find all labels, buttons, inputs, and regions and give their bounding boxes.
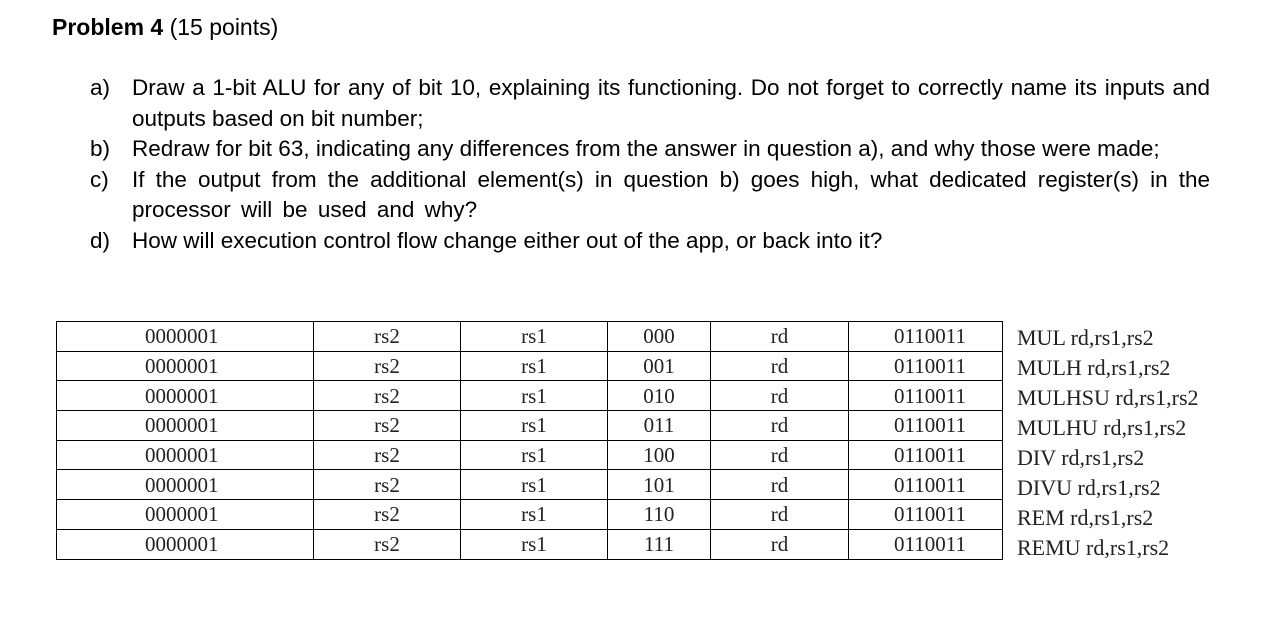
rs1-cell: rs1 xyxy=(461,351,608,381)
funct3-cell: 000 xyxy=(608,322,711,352)
rs2-cell: rs2 xyxy=(314,381,461,411)
rd-cell: rd xyxy=(711,529,849,559)
rs2-cell: rs2 xyxy=(314,529,461,559)
funct3-cell: 101 xyxy=(608,470,711,500)
question-label: a) xyxy=(90,75,111,100)
question-d xyxy=(90,226,1210,257)
rs1-cell: rs1 xyxy=(461,411,608,441)
rs2-cell: rs2 xyxy=(314,351,461,381)
question-text: How will execution control flow change either out of the app, or back into it? xyxy=(132,227,883,253)
question-a xyxy=(90,73,1210,134)
mnemonic-label: DIVU rd,rs1,rs2 xyxy=(1017,475,1161,500)
question-text: Draw a 1-bit ALU for any of bit 10, explaining its functioning. Do not forget to correctly name its inputs and outputs based on bit number; xyxy=(132,75,1210,131)
question-list xyxy=(90,73,1210,256)
mnemonic-label: MULHU rd,rs1,rs2 xyxy=(1017,415,1187,440)
funct3-cell: 011 xyxy=(608,411,711,441)
rs1-cell: rs1 xyxy=(461,322,608,352)
opcode-cell: 0110011 xyxy=(849,440,1003,470)
funct7-cell: 0000001 xyxy=(57,470,314,500)
rs1-cell: rs1 xyxy=(461,529,608,559)
funct7-cell: 0000001 xyxy=(57,440,314,470)
rd-cell: rd xyxy=(711,381,849,411)
table-row xyxy=(57,529,1003,559)
opcode-cell: 0110011 xyxy=(849,470,1003,500)
rs2-cell: rs2 xyxy=(314,500,461,530)
table-row xyxy=(57,322,1003,352)
funct3-cell: 111 xyxy=(608,529,711,559)
rd-cell: rd xyxy=(711,440,849,470)
funct7-cell: 0000001 xyxy=(57,322,314,352)
funct3-cell: 110 xyxy=(608,500,711,530)
rs2-cell: rs2 xyxy=(314,440,461,470)
rs1-cell: rs1 xyxy=(461,440,608,470)
opcode-cell: 0110011 xyxy=(849,500,1003,530)
funct3-cell: 001 xyxy=(608,351,711,381)
funct7-cell: 0000001 xyxy=(57,411,314,441)
question-b xyxy=(90,134,1210,165)
mnemonic-label: REMU rd,rs1,rs2 xyxy=(1017,535,1170,560)
rs1-cell: rs1 xyxy=(461,470,608,500)
question-label: b) xyxy=(90,136,111,161)
question-text: If the output from the additional element(s) in question b) goes high, what dedicated register(s) in the processor will be used and why? xyxy=(132,166,1210,222)
question-text: Redraw for bit 63, indicating any differences from the answer in question a), and why those were made; xyxy=(132,136,1160,161)
rd-cell: rd xyxy=(711,351,849,381)
opcode-cell: 0110011 xyxy=(849,381,1003,411)
opcode-cell: 0110011 xyxy=(849,322,1003,352)
instruction-encoding-table xyxy=(56,321,1003,560)
opcode-cell: 0110011 xyxy=(849,411,1003,441)
rd-cell: rd xyxy=(711,322,849,352)
mnemonic-label: REM rd,rs1,rs2 xyxy=(1017,505,1154,530)
rs1-cell: rs1 xyxy=(461,500,608,530)
rs2-cell: rs2 xyxy=(314,322,461,352)
table-row xyxy=(57,411,1003,441)
problem-title: Problem 4 xyxy=(52,14,164,40)
rs2-cell: rs2 xyxy=(314,411,461,441)
mnemonic-label: MULHSU rd,rs1,rs2 xyxy=(1017,385,1199,410)
rd-cell: rd xyxy=(711,411,849,441)
rd-cell: rd xyxy=(711,470,849,500)
funct3-cell: 010 xyxy=(608,381,711,411)
problem-points: (15 points) xyxy=(169,14,279,40)
table-row xyxy=(57,381,1003,411)
question-c xyxy=(90,165,1210,226)
mnemonic-label: MULH rd,rs1,rs2 xyxy=(1017,355,1171,380)
mnemonic-list xyxy=(1017,323,1199,563)
funct7-cell: 0000001 xyxy=(57,381,314,411)
rs1-cell: rs1 xyxy=(461,381,608,411)
question-label: d) xyxy=(90,227,111,253)
funct7-cell: 0000001 xyxy=(57,351,314,381)
table-row xyxy=(57,470,1003,500)
funct7-cell: 0000001 xyxy=(57,529,314,559)
opcode-cell: 0110011 xyxy=(849,529,1003,559)
table-row xyxy=(57,440,1003,470)
table-row xyxy=(57,351,1003,381)
funct7-cell: 0000001 xyxy=(57,500,314,530)
table-row xyxy=(57,500,1003,530)
problem-heading xyxy=(52,12,278,42)
rs2-cell: rs2 xyxy=(314,470,461,500)
funct3-cell: 100 xyxy=(608,440,711,470)
rd-cell: rd xyxy=(711,500,849,530)
opcode-cell: 0110011 xyxy=(849,351,1003,381)
mnemonic-label: DIV rd,rs1,rs2 xyxy=(1017,445,1145,470)
mnemonic-label: MUL rd,rs1,rs2 xyxy=(1017,325,1154,350)
question-label: c) xyxy=(90,166,109,192)
